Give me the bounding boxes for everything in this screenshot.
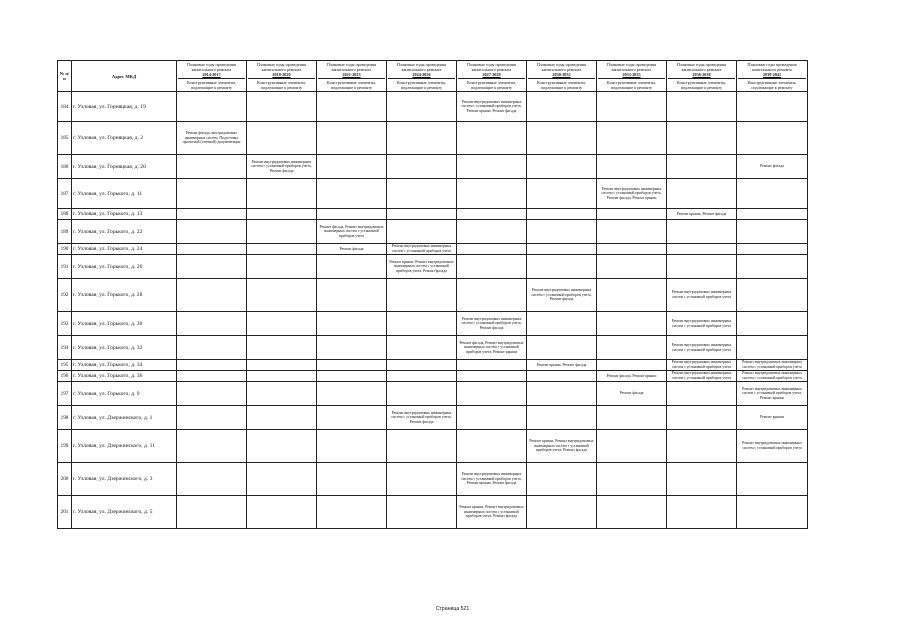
work-cell: Ремонт крыши, Ремонт внутридомовых инженерных систем с установкой приборов учета, Ремонт фасада [457,496,527,529]
work-cell [387,360,457,371]
work-cell [317,155,387,179]
row-number: 200 [58,463,72,496]
work-cell [317,430,387,463]
row-address: г. Узловая, ул. Горняцкая, д. 2 [72,122,177,155]
work-cell [247,312,317,336]
row-number: 184 [58,92,72,122]
period-title: Плановые годы проведения капитального ремонта [606,62,657,72]
work-cell [247,209,317,220]
period-title: Плановые годы проведения капитального ремонта [747,62,797,72]
work-cell [247,406,317,430]
work-cell [317,360,387,371]
table-row [58,371,808,382]
work-cell [247,382,317,406]
table-body [58,92,808,529]
period-header [247,61,317,92]
row-number: 193 [58,312,72,336]
row-number: 201 [58,496,72,529]
work-cell [387,122,457,155]
table-row [58,179,808,209]
row-address: г. Узловая, ул. Дзержинского, д. 3 [72,463,177,496]
work-cell [177,406,247,430]
work-cell [527,155,597,179]
header-row [58,61,808,92]
work-cell [387,92,457,122]
work-cell: Ремонт крыши, Ремонт внутридомовых инженерных систем с установкой приборов учета, Ремонт фасада [527,430,597,463]
work-cell: Ремонт внутридомовых инженерных систем с установкой приборов учета [737,430,808,463]
work-cell [597,244,667,255]
work-cell [667,92,737,122]
work-cell [457,209,527,220]
work-cell: Ремонт внутридомовых инженерных систем с установкой приборов учета [387,244,457,255]
work-cell [737,496,808,529]
work-cell [737,122,808,155]
work-cell [597,406,667,430]
row-address: г. Узловая, ул. Дзержинского, д. 11 [72,430,177,463]
work-cell [387,496,457,529]
work-cell [737,220,808,244]
work-cell [457,179,527,209]
period-years: 2039-2041 [762,72,782,77]
work-cell [177,430,247,463]
work-cell: Ремонт внутридомовых инженерных систем с установкой приборов учета, Ремонт крыши [737,382,808,406]
row-address: г. Узловая, ул. Дзержинского, д. 1 [72,406,177,430]
work-cell [387,220,457,244]
table-row [58,360,808,371]
row-address: г. Узловая, ул. Дзержинского, д. 5 [72,496,177,529]
period-subtitle: Конструктивные элементы, подлежащие к ремонту [248,78,315,90]
work-cell [457,279,527,312]
work-cell [597,255,667,279]
work-cell [457,371,527,382]
work-cell: Ремонт фасада, Ремонт крыши [597,371,667,382]
period-subtitle: Конструктивные элементы, подлежащие к ремонту [598,78,665,90]
work-cell [317,179,387,209]
work-cell [457,220,527,244]
work-cell [247,122,317,155]
page-number: Страница 521 [435,606,470,612]
work-cell [457,255,527,279]
period-subtitle: Конструктивные элементы, подлежащие к ремонту [388,78,455,90]
work-cell [667,244,737,255]
work-cell [177,371,247,382]
period-header [177,61,247,92]
row-address: г. Узловая, ул. Горького, д. 26 [72,255,177,279]
work-cell [667,463,737,496]
row-address: г. Узловая, ул. Горького, д. 32 [72,336,177,360]
work-cell [177,336,247,360]
work-cell [317,371,387,382]
work-cell [387,312,457,336]
table-row [58,209,808,220]
work-cell [527,463,597,496]
work-cell [527,220,597,244]
work-cell: Ремонт внутридомовых инженерных систем с установкой приборов учета [667,279,737,312]
row-number: 189 [58,220,72,244]
work-cell [387,382,457,406]
work-cell: Ремонт внутридомовых инженерных систем с установкой приборов учета [667,371,737,382]
work-cell [317,463,387,496]
table-row [58,430,808,463]
work-cell [387,155,457,179]
work-cell [177,312,247,336]
row-number: 195 [58,360,72,371]
repair-schedule-table [57,60,808,529]
work-cell [387,371,457,382]
work-cell [177,244,247,255]
work-cell [387,430,457,463]
work-cell [457,406,527,430]
period-subtitle: Конструктивные элементы, подлежащие к ремонту [458,78,525,90]
period-years: 2021-2023 [342,72,361,77]
work-cell: Ремонт фасада [597,382,667,406]
period-subtitle: Конструктивные элементы, подлежащие к ремонту [738,78,806,90]
work-cell [737,244,808,255]
period-years: 2024-2026 [412,72,431,77]
work-cell [177,463,247,496]
work-cell [737,209,808,220]
work-cell [527,382,597,406]
work-cell [247,463,317,496]
work-cell [737,279,808,312]
work-cell [457,155,527,179]
work-cell: Ремонт внутридомовых инженерных систем с установкой приборов учета [737,360,808,371]
work-cell: Ремонт внутридомовых инженерных систем с установкой приборов учета, Ремонт крыши, Ремонт фасада [457,463,527,496]
work-cell [317,406,387,430]
work-cell: Ремонт внутридомовых инженерных систем с установкой приборов учета [737,371,808,382]
col-num-header: № п/п [58,61,72,92]
work-cell [247,255,317,279]
table-row [58,279,808,312]
work-cell: Ремонт крыши [737,406,808,430]
work-cell [667,406,737,430]
work-cell [317,92,387,122]
work-cell [247,496,317,529]
work-cell: Ремонт внутридомовых инженерных систем с установкой приборов учета [667,360,737,371]
work-cell [317,336,387,360]
table-row [58,92,808,122]
work-cell: Ремонт внутридомовых инженерных систем с установкой приборов учета, Ремонт фасада [457,312,527,336]
work-cell [737,312,808,336]
work-cell [247,179,317,209]
work-cell [527,244,597,255]
work-cell: Ремонт внутридомовых инженерных систем с установкой приборов учета, Ремонт фасада, Ремонт крыши [597,179,667,209]
table-row [58,220,808,244]
work-cell: Ремонт фасада, Ремонт внутридомовых инженерных систем с установкой приборов учета [317,220,387,244]
work-cell [527,255,597,279]
work-cell [457,360,527,371]
work-cell [737,255,808,279]
work-cell [177,209,247,220]
work-cell [387,336,457,360]
period-years: 2027-2029 [482,72,501,77]
table-row [58,463,808,496]
row-number: 185 [58,122,72,155]
row-number: 198 [58,406,72,430]
table-row [58,406,808,430]
work-cell [457,244,527,255]
work-cell [387,179,457,209]
work-cell [247,430,317,463]
row-address: г. Узловая, ул. Горького, д. 13 [72,209,177,220]
work-cell [527,496,597,529]
work-cell [317,496,387,529]
period-subtitle: Конструктивные элементы, подлежащие к ремонту [528,78,595,90]
work-cell [177,279,247,312]
period-header [667,61,737,92]
work-cell [737,92,808,122]
work-cell: Ремонт внутридомовых инженерных систем с установкой приборов учета, Ремонт фасада [387,406,457,430]
work-cell [597,155,667,179]
period-subtitle: Конструктивные элементы, подлежащие к ремонту [318,78,385,90]
row-address: г. Узловая, ул. Горького, д. 36 [72,371,177,382]
work-cell: Ремонт крыши, Ремонт фасада [527,360,597,371]
period-title: Плановые годы проведения капитального ремонта [186,62,237,72]
work-cell [597,279,667,312]
work-cell [597,312,667,336]
work-cell [177,382,247,406]
work-cell: Ремонт фасада [737,155,808,179]
work-cell: Ремонт внутридомовых инженерных систем с установкой приборов учета [667,312,737,336]
work-cell [387,279,457,312]
row-address: г. Узловая, ул. Горького, д. 11 [72,179,177,209]
row-address: г. Узловая, ул. Горького, д. 24 [72,244,177,255]
work-cell: Ремонт внутридомовых инженерных систем с установкой приборов учета, Ремонт фасада [247,155,317,179]
work-cell [597,209,667,220]
table-header [58,61,808,92]
work-cell [527,209,597,220]
period-subtitle: Конструктивные элементы, подлежащие к ремонту [668,78,735,90]
row-number: 190 [58,244,72,255]
table-row [58,496,808,529]
period-years: 2030-2032 [552,72,571,77]
table-row [58,336,808,360]
work-cell [457,430,527,463]
period-header [527,61,597,92]
work-cell [177,220,247,244]
period-years: 2018-2020 [272,72,291,77]
row-address: г. Узловая, ул. Горького, д. 30 [72,312,177,336]
row-number: 187 [58,179,72,209]
work-cell [317,209,387,220]
period-title: Плановые годы проведения капитального ремонта [396,62,447,72]
work-cell [247,360,317,371]
period-title: Плановые годы проведения капитального ремонта [466,62,517,72]
work-cell [597,122,667,155]
row-number: 194 [58,336,72,360]
work-cell [457,382,527,406]
work-cell [597,92,667,122]
work-cell [667,382,737,406]
period-header [457,61,527,92]
work-cell [177,496,247,529]
work-cell [527,406,597,430]
work-cell [457,122,527,155]
work-cell [247,220,317,244]
row-address: г. Узловая, ул. Горняцкая, д. 20 [72,155,177,179]
work-cell [667,255,737,279]
work-cell [597,463,667,496]
row-number: 186 [58,155,72,179]
col-address-header: Адрес МКД [72,61,177,92]
table-row [58,382,808,406]
work-cell [667,430,737,463]
work-cell: Ремонт внутридомовых инженерных систем с установкой приборов учета, Ремонт фасада [527,279,597,312]
work-cell: Ремонт крыши, Ремонт внутридомовых инженерных систем с установкой приборов учета, Ремонт фасада [387,255,457,279]
work-cell: Ремонт внутридомовых инженерных систем с установкой приборов учета, Ремонт крыши, Ремонт фасада [457,92,527,122]
work-cell [667,122,737,155]
work-cell [177,155,247,179]
work-cell [597,496,667,529]
work-cell: Ремонт фасада [317,244,387,255]
work-cell [247,336,317,360]
table-row [58,244,808,255]
work-cell [527,371,597,382]
work-cell [247,244,317,255]
row-number: 188 [58,209,72,220]
work-cell [387,209,457,220]
work-cell [247,371,317,382]
period-years: 2036-2038 [692,72,711,77]
work-cell [597,360,667,371]
work-cell [597,430,667,463]
period-header [317,61,387,92]
work-cell [317,312,387,336]
work-cell [667,155,737,179]
work-cell [387,463,457,496]
work-cell: Ремонт внутридомовых инженерных систем с установкой приборов учета [667,336,737,360]
work-cell [177,255,247,279]
work-cell [667,220,737,244]
work-cell: Ремонт фасада, внутридомовых инженерных систем. Подготовка проектной (сметной) документации [177,122,247,155]
period-header [597,61,667,92]
work-cell [177,179,247,209]
period-header [387,61,457,92]
work-cell [527,122,597,155]
work-cell: Ремонт крыши, Ремонт фасада [667,209,737,220]
period-title: Плановые годы проведения капитального ремонта [326,62,377,72]
work-cell [247,92,317,122]
work-cell [247,279,317,312]
row-address: г. Узловая, ул. Горького, д. 34 [72,360,177,371]
work-cell [527,179,597,209]
work-cell [667,179,737,209]
row-number: 196 [58,371,72,382]
period-title: Плановые годы проведения капитального ремонта [676,62,727,72]
table-row [58,122,808,155]
row-number: 191 [58,255,72,279]
table-row [58,312,808,336]
period-title: Плановые годы проведения капитального ремонта [536,62,587,72]
work-cell [177,360,247,371]
period-subtitle: Конструктивные элементы, подлежащие к ремонту [178,78,245,90]
work-cell [527,336,597,360]
work-cell [317,279,387,312]
period-years: 2033-2035 [622,72,641,77]
row-number: 197 [58,382,72,406]
period-title: Плановые годы проведения капитального ремонта [256,62,307,72]
row-number: 192 [58,279,72,312]
work-cell [317,255,387,279]
period-header [737,61,808,92]
row-address: г. Узловая, ул. Горького, д. 9 [72,382,177,406]
work-cell [737,336,808,360]
row-address: г. Узловая, ул. Горького, д. 28 [72,279,177,312]
work-cell [667,496,737,529]
period-years: 2014-2017 [202,72,221,77]
work-cell [177,92,247,122]
work-cell [737,179,808,209]
work-cell [597,336,667,360]
table-row [58,155,808,179]
work-cell [317,122,387,155]
table-row [58,255,808,279]
work-cell [527,312,597,336]
row-address: г. Узловая, ул. Горького, д. 22 [72,220,177,244]
work-cell [737,463,808,496]
work-cell: Ремонт фасада, Ремонт внутридомовых инженерных систем с установкой приборов учета, Ремонт крыши [457,336,527,360]
work-cell [597,220,667,244]
row-number: 199 [58,430,72,463]
row-address: г. Узловая, ул. Горняцкая, д. 19 [72,92,177,122]
work-cell [317,382,387,406]
work-cell [527,92,597,122]
